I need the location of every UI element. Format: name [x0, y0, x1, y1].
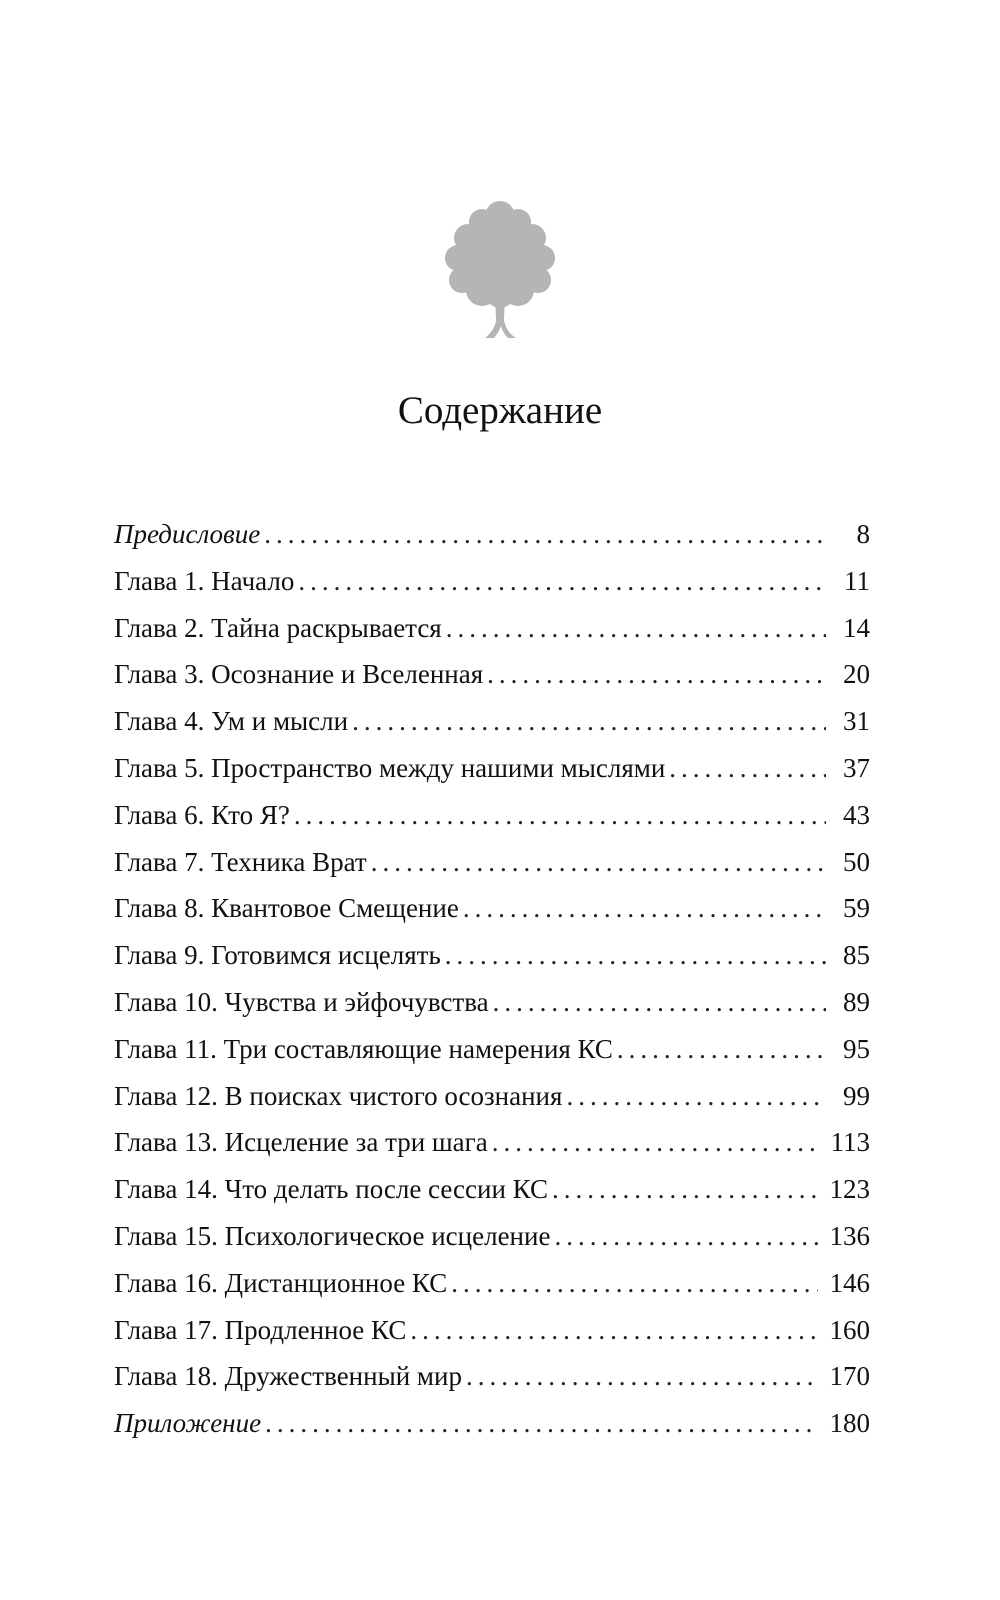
toc-entry-page-number: 123 [829, 1174, 870, 1205]
toc-entry-page-number: 113 [830, 1127, 870, 1158]
dot-leader [410, 1314, 817, 1346]
toc-entry-title: Глава 2. Тайна раскрывается [114, 612, 442, 643]
toc-entry-page-number: 59 [843, 893, 870, 924]
page-title: Содержание [397, 389, 603, 432]
dot-leader [669, 752, 826, 784]
toc-entry [114, 1314, 870, 1361]
dot-leader [487, 658, 826, 690]
toc-entry [114, 1407, 870, 1454]
toc-entry-title: Глава 17. Продленное КС [114, 1314, 407, 1345]
toc-entry-title: Глава 15. Психологическое исцеление [114, 1220, 551, 1251]
toc-entry-title: Глава 16. Дистанционное КС [114, 1267, 448, 1298]
toc-entry-title: Глава 11. Три составляющие намерения КС [114, 1033, 613, 1064]
toc-entry [114, 1267, 870, 1314]
toc-entry-title: Глава 7. Техника Врат [114, 846, 367, 877]
toc-entry-page-number: 14 [843, 612, 870, 643]
toc-entry-page-number: 89 [843, 986, 870, 1017]
table-of-contents [114, 518, 870, 1454]
toc-entry-page-number: 8 [856, 519, 870, 549]
dot-leader [352, 705, 826, 737]
dot-leader [493, 986, 826, 1018]
toc-entry-page-number: 146 [829, 1267, 870, 1298]
toc-entry-title: Глава 5. Пространство между нашими мыслями [114, 752, 666, 783]
toc-entry [114, 892, 870, 939]
toc-entry [114, 565, 870, 612]
toc-entry [114, 705, 870, 752]
toc-entry [114, 1126, 870, 1173]
toc-entry-title: Глава 10. Чувства и эйфочувства [114, 986, 489, 1017]
toc-entry-page-number: 85 [843, 940, 870, 971]
toc-entry [114, 1080, 870, 1127]
toc-entry-page-number: 43 [843, 799, 870, 830]
dot-leader [265, 1407, 817, 1439]
toc-entry-page-number: 37 [843, 752, 870, 783]
toc-entry-title: Глава 9. Готовимся исцелять [114, 940, 441, 971]
toc-entry-page-number: 99 [843, 1080, 870, 1111]
dot-leader [298, 565, 826, 597]
toc-entry [114, 1173, 870, 1220]
dot-leader [445, 939, 826, 971]
dot-leader [264, 518, 826, 550]
toc-entry-page-number: 170 [829, 1361, 870, 1392]
dot-leader [554, 1220, 817, 1252]
toc-entry-page-number: 95 [843, 1033, 870, 1064]
toc-entry [114, 939, 870, 986]
toc-entry-title: Глава 14. Что делать после сессии КС [114, 1174, 548, 1205]
dot-leader [294, 799, 826, 831]
toc-entry-page-number: 136 [829, 1220, 870, 1251]
toc-entry-page-number: 160 [829, 1314, 870, 1345]
dot-leader [466, 1360, 818, 1392]
dot-leader [451, 1267, 817, 1299]
toc-entry-page-number: 20 [843, 659, 870, 690]
toc-entry [114, 612, 870, 659]
toc-entry [114, 518, 870, 565]
toc-entry [114, 986, 870, 1033]
toc-entry-title: Глава 1. Начало [114, 565, 295, 596]
toc-entry [114, 658, 870, 705]
dot-leader [446, 612, 826, 644]
dot-leader [371, 846, 826, 878]
dot-leader [463, 892, 826, 924]
toc-entry-title: Глава 3. Осознание и Вселенная [114, 659, 484, 690]
toc-entry [114, 1220, 870, 1267]
toc-entry-title: Глава 18. Дружественный мир [114, 1361, 462, 1392]
toc-entry-title: Глава 13. Исцеление за три шага [114, 1127, 488, 1158]
toc-entry [114, 1033, 870, 1080]
toc-entry-title: Глава 4. Ум и мысли [114, 706, 349, 737]
tree-icon [438, 198, 562, 348]
toc-entry-title: Приложение [114, 1408, 262, 1439]
toc-entry-title: Глава 6. Кто Я? [114, 799, 290, 830]
toc-entry-page-number: 11 [844, 565, 870, 596]
dot-leader [617, 1033, 826, 1065]
toc-entry [114, 752, 870, 799]
toc-entry-page-number: 31 [843, 706, 870, 737]
toc-entry [114, 846, 870, 893]
toc-entry [114, 1360, 870, 1407]
dot-leader [566, 1080, 826, 1112]
toc-entry-page-number: 180 [829, 1408, 870, 1439]
toc-entry-title: Глава 8. Квантовое Смещение [114, 893, 459, 924]
toc-entry-title: Предисловие [114, 519, 261, 549]
toc-entry [114, 799, 870, 846]
toc-entry-page-number: 50 [843, 846, 870, 877]
dot-leader [552, 1173, 818, 1205]
dot-leader [492, 1126, 819, 1158]
toc-entry-title: Глава 12. В поисках чистого осознания [114, 1080, 563, 1111]
